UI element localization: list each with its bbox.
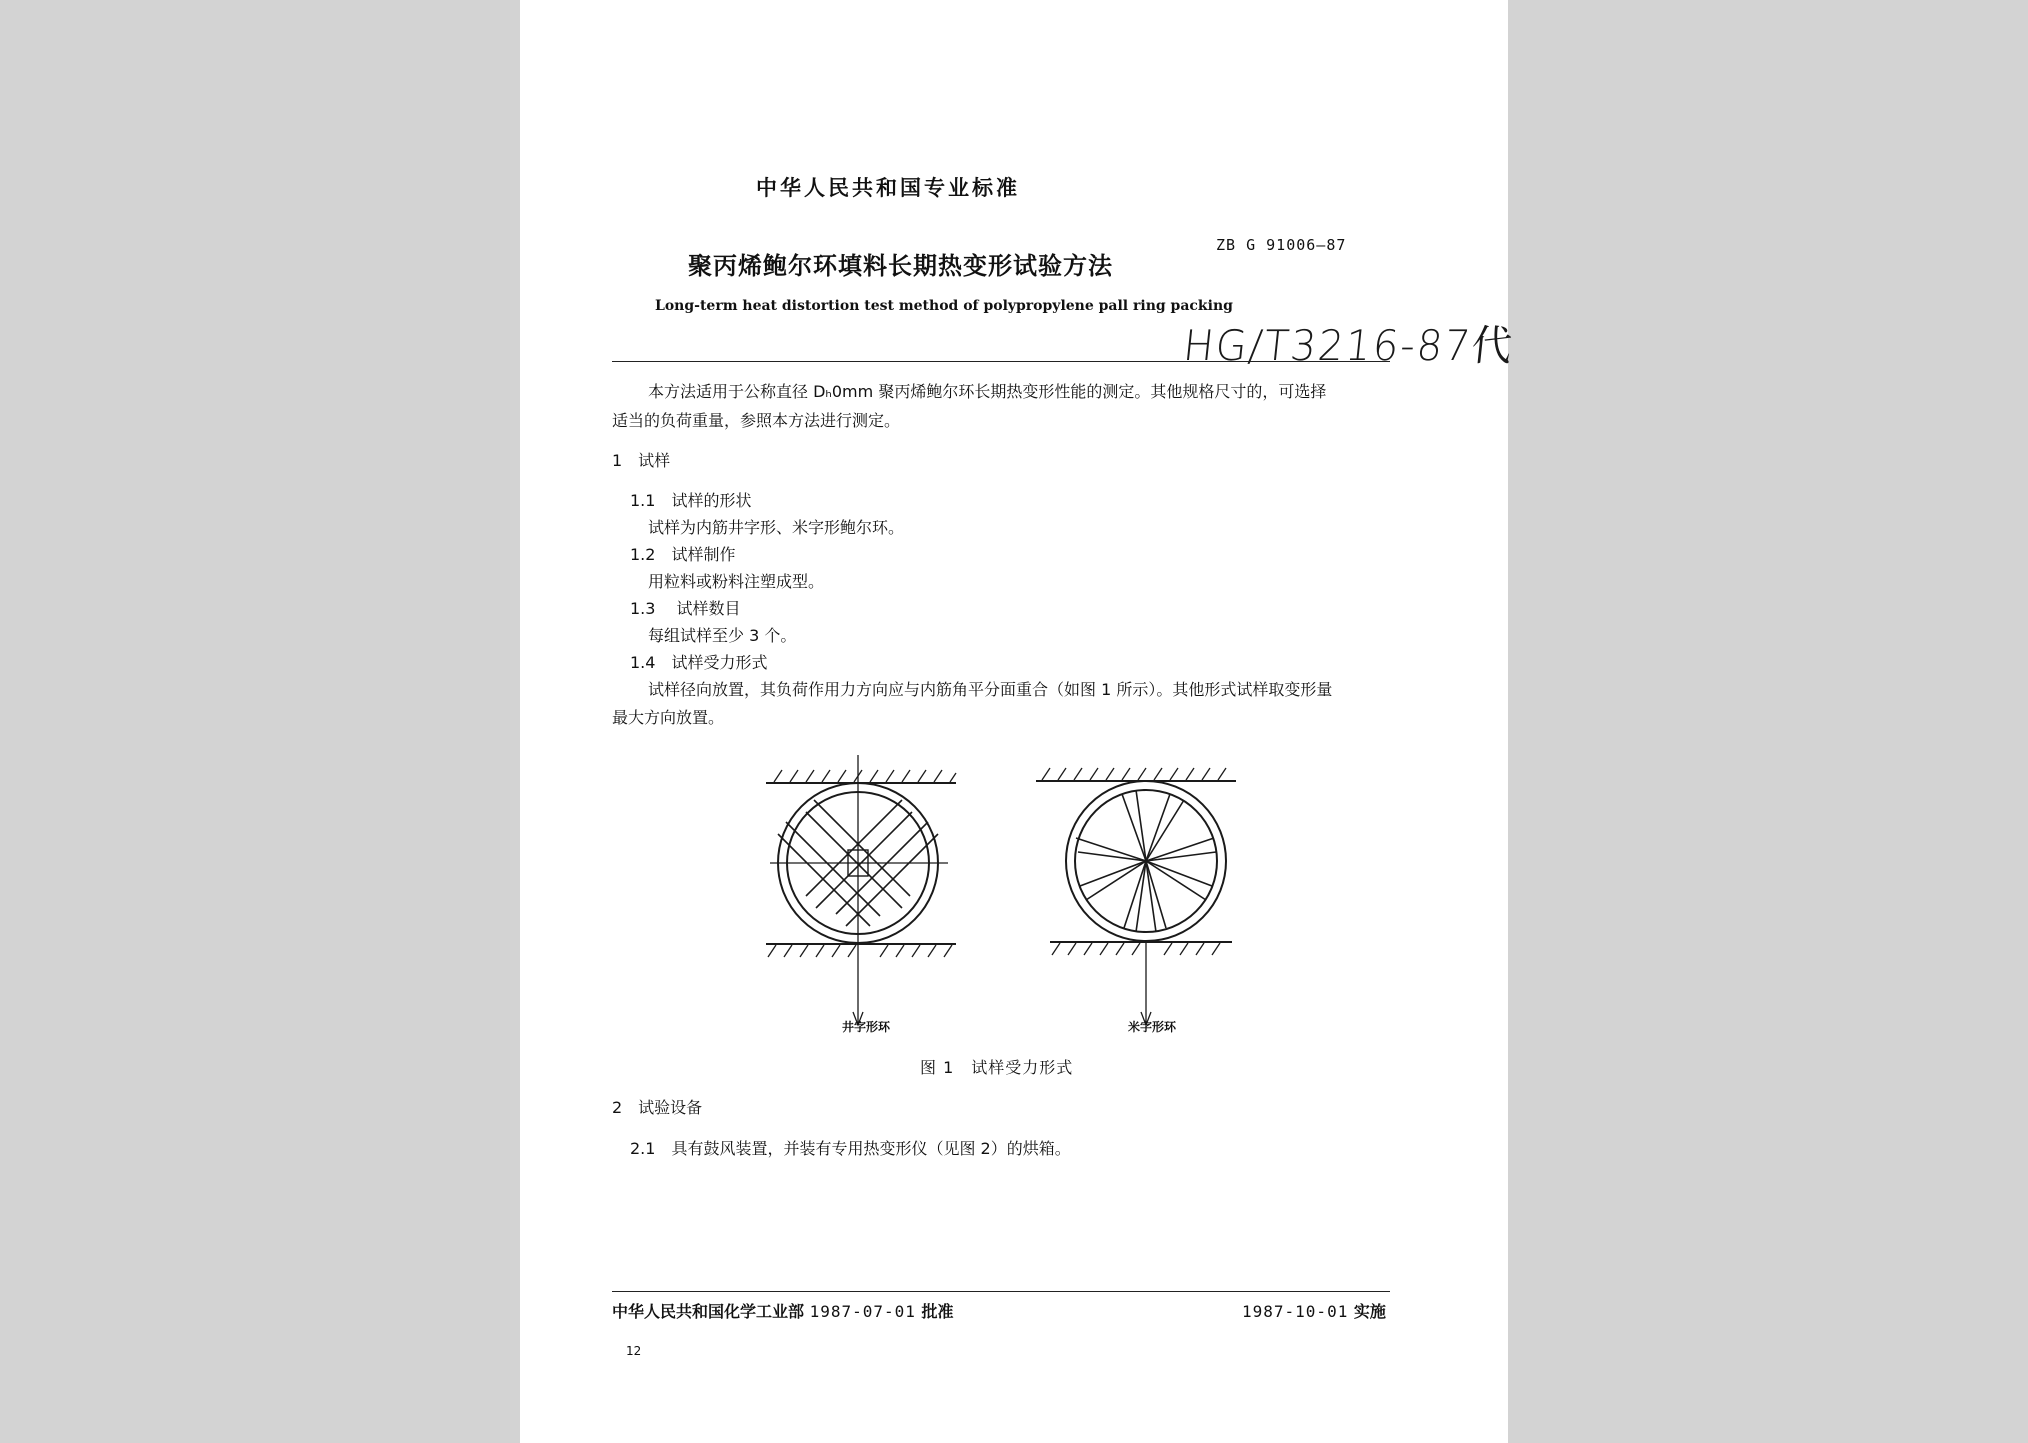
figure-1-drawing (520, 0, 1508, 1443)
english-title: Long-term heat distortion test method of polypropylene pall ring packing (655, 298, 1233, 314)
section-1-heading: 1 试样 (612, 451, 671, 470)
section-1-4-heading: 1.4 试样受力形式 (630, 653, 768, 672)
figure-caption: 图 1 试样受力形式 (920, 1058, 1074, 1077)
standard-code: ZB G 91006—87 (1216, 236, 1347, 254)
effective-date: 1987-10-01 (1242, 1302, 1349, 1321)
section-1-2-body: 用粒料或粉料注塑成型。 (648, 572, 825, 591)
section-1-1-heading: 1.1 试样的形状 (630, 491, 752, 510)
section-2-1-body: 2.1 具有鼓风装置，并装有专用热变形仪（见图 2）的烘箱。 (630, 1139, 1071, 1158)
intro-line-1: 本方法适用于公称直径 Dₕ0mm 聚丙烯鲍尔环长期热变形性能的测定。其他规格尺寸的，可选择 (648, 382, 1327, 401)
effective-line (1242, 1299, 1386, 1322)
handwritten-note: HG/T3216-87代 (1181, 322, 1517, 371)
intro-line-2: 适当的负荷重量，参照本方法进行测定。 (612, 411, 901, 430)
standard-category: 中华人民共和国专业标准 (756, 176, 1020, 200)
left-ring-label: 井字形环 (842, 1020, 891, 1034)
section-1-4-body-line-2: 最大方向放置。 (612, 708, 725, 727)
right-ring-label: 米字形环 (1128, 1020, 1177, 1034)
approval-date: 1987-07-01 (809, 1302, 916, 1321)
document-title: 聚丙烯鲍尔环填料长期热变形试验方法 (688, 252, 1113, 280)
approval-authority: 中华人民共和国化学工业部 (612, 1302, 805, 1321)
approval-suffix: 批准 (921, 1302, 954, 1321)
section-1-1-body: 试样为内筋井字形、米字形鲍尔环。 (648, 518, 905, 537)
section-1-3-heading: 1.3 试样数目 (630, 599, 741, 618)
left-ring-diagram (766, 755, 956, 1025)
section-1-4-body-line-1: 试样径向放置，其负荷作用力方向应与内筋角平分面重合（如图 1 所示）。其他形式试样取变形量 (648, 680, 1333, 699)
section-2-heading: 2 试验设备 (612, 1098, 703, 1117)
page-number: 12 (626, 1344, 642, 1358)
effective-suffix: 实施 (1353, 1302, 1386, 1321)
document-page (520, 0, 1517, 1443)
section-1-3-body: 每组试样至少 3 个。 (648, 626, 797, 645)
approval-line (612, 1299, 954, 1322)
right-ring-diagram (1036, 768, 1236, 1025)
footer-rule (612, 1291, 1390, 1292)
section-1-2-heading: 1.2 试样制作 (630, 545, 736, 564)
